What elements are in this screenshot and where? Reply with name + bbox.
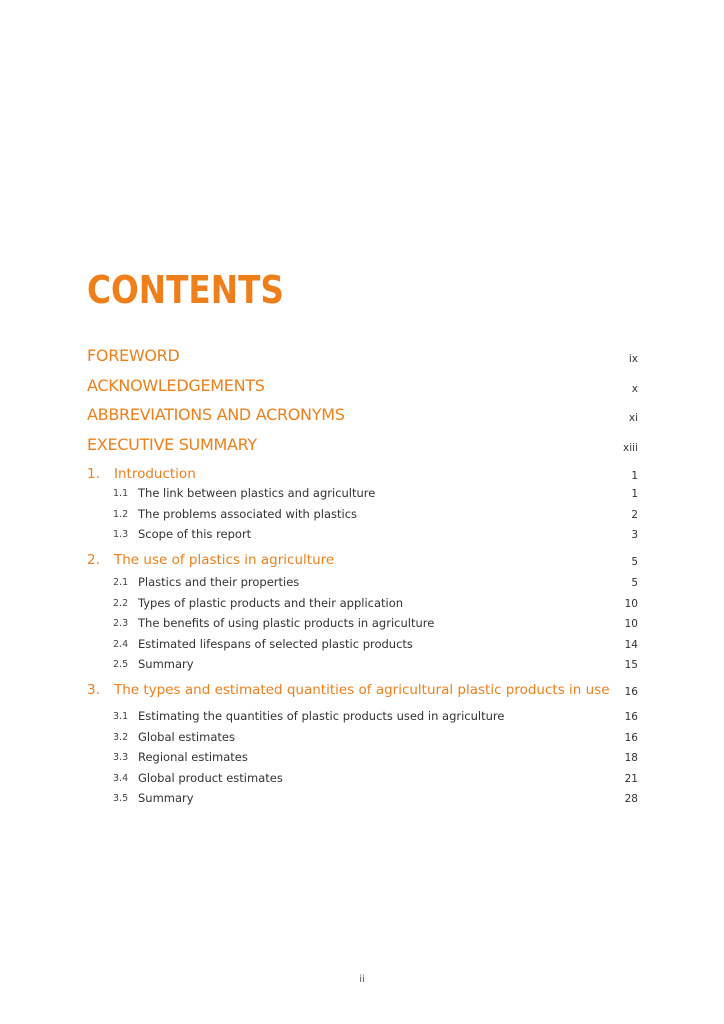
chapter-number: 3.: [87, 682, 100, 698]
chapter-title: Introduction: [114, 466, 196, 482]
toc-section-1-2[interactable]: [87, 507, 638, 523]
section-number: 2.1: [113, 577, 129, 588]
toc-page-number: 5: [631, 577, 638, 589]
section-number: 3.4: [113, 773, 129, 784]
section-number: 1.2: [113, 509, 129, 520]
toc-entry-executive-summary[interactable]: [87, 435, 638, 457]
section-number: 3.5: [113, 793, 129, 804]
footer-page-number: ii: [359, 974, 365, 985]
toc-page-number: 18: [624, 752, 638, 764]
chapter-title: The types and estimated quantities of agricultural plastic products in use: [114, 682, 610, 698]
section-title: Types of plastic products and their application: [138, 596, 404, 610]
toc-section-3-1[interactable]: [87, 709, 638, 725]
section-number: 2.2: [113, 598, 129, 609]
toc-page-number: 3: [631, 529, 638, 541]
section-number: 1.3: [113, 529, 129, 540]
toc-chapter-3[interactable]: [87, 682, 638, 700]
toc-section-2-3[interactable]: [87, 616, 638, 632]
toc-section-3-3[interactable]: [87, 750, 638, 766]
section-title: Global product estimates: [138, 771, 283, 785]
toc-chapter-2[interactable]: [87, 552, 638, 570]
toc-entry-label: EXECUTIVE SUMMARY: [87, 435, 257, 454]
toc-chapter-1[interactable]: [87, 466, 638, 484]
section-title: Estimated lifespans of selected plastic products: [138, 637, 413, 651]
toc-page-number: 15: [624, 659, 638, 671]
toc-page-number: 28: [624, 793, 638, 805]
toc-page-number: 10: [624, 618, 638, 630]
section-number: 2.3: [113, 618, 129, 629]
toc-page-number: 1: [631, 488, 638, 500]
toc-section-3-5[interactable]: [87, 791, 638, 807]
toc-page-number: 21: [624, 773, 638, 785]
toc-page-number: x: [631, 383, 638, 395]
section-title: Summary: [138, 657, 194, 671]
section-title: Summary: [138, 791, 194, 805]
toc-section-2-5[interactable]: [87, 657, 638, 673]
toc-entry-label: ACKNOWLEDGEMENTS: [87, 376, 265, 395]
toc-section-3-4[interactable]: [87, 771, 638, 787]
section-title: The problems associated with plastics: [138, 507, 358, 521]
toc-section-1-3[interactable]: [87, 527, 638, 543]
section-title: Regional estimates: [138, 750, 248, 764]
toc-entry-acknowledgements[interactable]: [87, 376, 638, 398]
chapter-number: 2.: [87, 552, 100, 568]
section-number: 3.2: [113, 732, 129, 743]
chapter-title: The use of plastics in agriculture: [114, 552, 335, 568]
toc-section-2-4[interactable]: [87, 637, 638, 653]
toc-section-1-1[interactable]: [87, 486, 638, 502]
page-title: CONTENTS: [87, 268, 284, 312]
section-number: 3.3: [113, 752, 129, 763]
section-title: The benefits of using plastic products in agriculture: [138, 616, 435, 630]
toc-page-number: xiii: [623, 442, 638, 454]
toc-page-number: 10: [624, 598, 638, 610]
toc-entry-foreword[interactable]: [87, 346, 638, 368]
toc-entry-label: FOREWORD: [87, 346, 180, 365]
section-title: Scope of this report: [138, 527, 252, 541]
toc-page-number: 16: [624, 732, 638, 744]
toc-section-3-2[interactable]: [87, 730, 638, 746]
toc-page-number: 2: [631, 509, 638, 521]
toc-page-number: ix: [628, 353, 638, 365]
section-title: The link between plastics and agriculture: [138, 486, 376, 500]
section-title: Estimating the quantities of plastic products used in agriculture: [138, 709, 505, 723]
toc-page-number: 16: [624, 711, 638, 723]
toc-section-2-1[interactable]: [87, 575, 638, 591]
section-title: Global estimates: [138, 730, 235, 744]
section-title: Plastics and their properties: [138, 575, 300, 589]
toc-page-number: xi: [628, 412, 638, 424]
toc-entry-label: ABBREVIATIONS AND ACRONYMS: [87, 405, 345, 424]
toc-page-number: 5: [631, 556, 638, 568]
section-number: 3.1: [113, 711, 129, 722]
chapter-number: 1.: [87, 466, 100, 482]
section-number: 2.5: [113, 659, 129, 670]
toc-page-number: 16: [624, 686, 638, 698]
toc-page-number: 1: [631, 470, 638, 482]
section-number: 1.1: [113, 488, 129, 499]
toc-section-2-2[interactable]: [87, 596, 638, 612]
section-number: 2.4: [113, 639, 129, 650]
toc-page-number: 14: [624, 639, 638, 651]
toc-entry-abbreviations[interactable]: [87, 405, 638, 427]
